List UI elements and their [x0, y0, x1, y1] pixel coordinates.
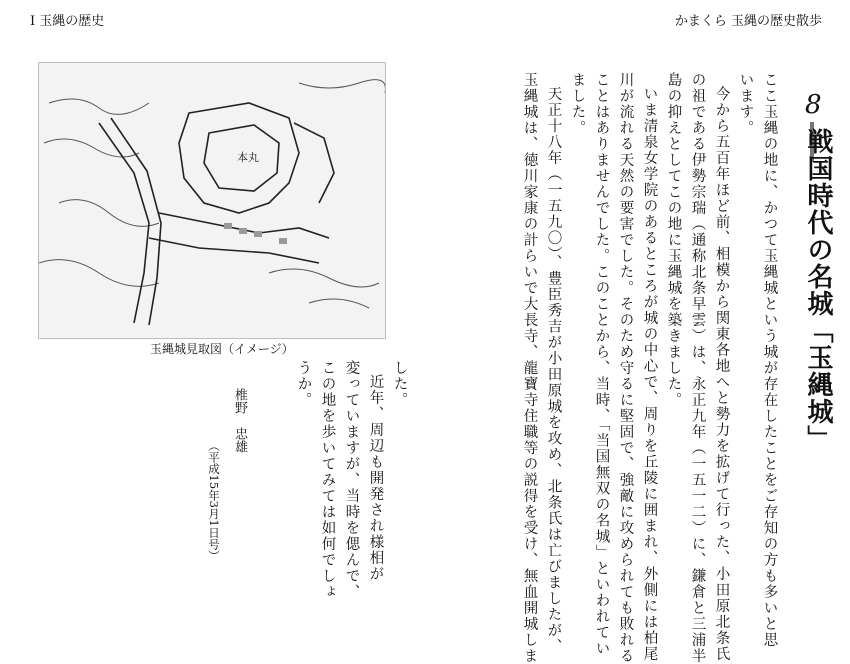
map-label-honmaru: 本丸: [237, 151, 259, 164]
castle-map-illustration: [38, 62, 386, 339]
figure-caption: 玉縄城見取図（イメージ）: [150, 342, 294, 356]
body-column: うか。: [295, 360, 312, 408]
body-column: 川が流れる天然の要害でした。そのため守るに堅固で、強敵に攻められても敗れる: [617, 72, 634, 664]
body-column: 今から五百年ほど前、相模から関東各地へと勢力を拡げて行った、小田原北条氏: [713, 86, 730, 662]
running-header-left: Ⅰ 玉縄の歴史: [30, 14, 105, 29]
body-column: 近年、周辺も開発され様相が: [367, 374, 384, 582]
body-column: 天正十八年（一五九〇）、豊臣秀吉が小田原城を攻め、北条氏は亡びましたが、: [545, 86, 562, 655]
body-column: ここ玉縄の地に、かつて玉縄城という城が存在したことをご存知の方も多いと思: [761, 72, 778, 648]
body-column: ことはありませんでした。このことから、当時、「当国無双の名城」といわれてい: [593, 72, 610, 657]
body-column: 変っていますが、当時を偲んで、: [343, 360, 360, 600]
body-column: います。: [737, 72, 754, 136]
body-column: この地を歩いてみては如何でしょ: [319, 360, 336, 600]
body-column: ました。: [569, 72, 586, 136]
body-column: 玉縄城は、徳川家康の計らいで大長寺、龍寶寺住職等の説得を受け、無血開城しま: [521, 72, 538, 664]
author-name: 椎野 忠雄: [232, 388, 247, 453]
body-column: 島の抑えとしてこの地に玉縄城を築きました。: [665, 72, 682, 408]
body-column: の祖である伊勢宗瑞（通称北条早雲）は、永正九年（一五一二）に、鎌倉と三浦半: [689, 72, 706, 664]
body-column: した。: [391, 360, 408, 408]
chapter-title: 戦国時代の名城「玉縄城」: [803, 128, 833, 452]
body-column: いま清泉女学院のあるところが城の中心で、周りを丘陵に囲まれ、外側には柏尾: [641, 86, 658, 662]
chapter-number: 8: [805, 90, 822, 120]
running-header-right: かまくら 玉縄の歴史散歩: [674, 14, 822, 29]
publication-date: （平成15年3月1日号）: [207, 440, 221, 562]
